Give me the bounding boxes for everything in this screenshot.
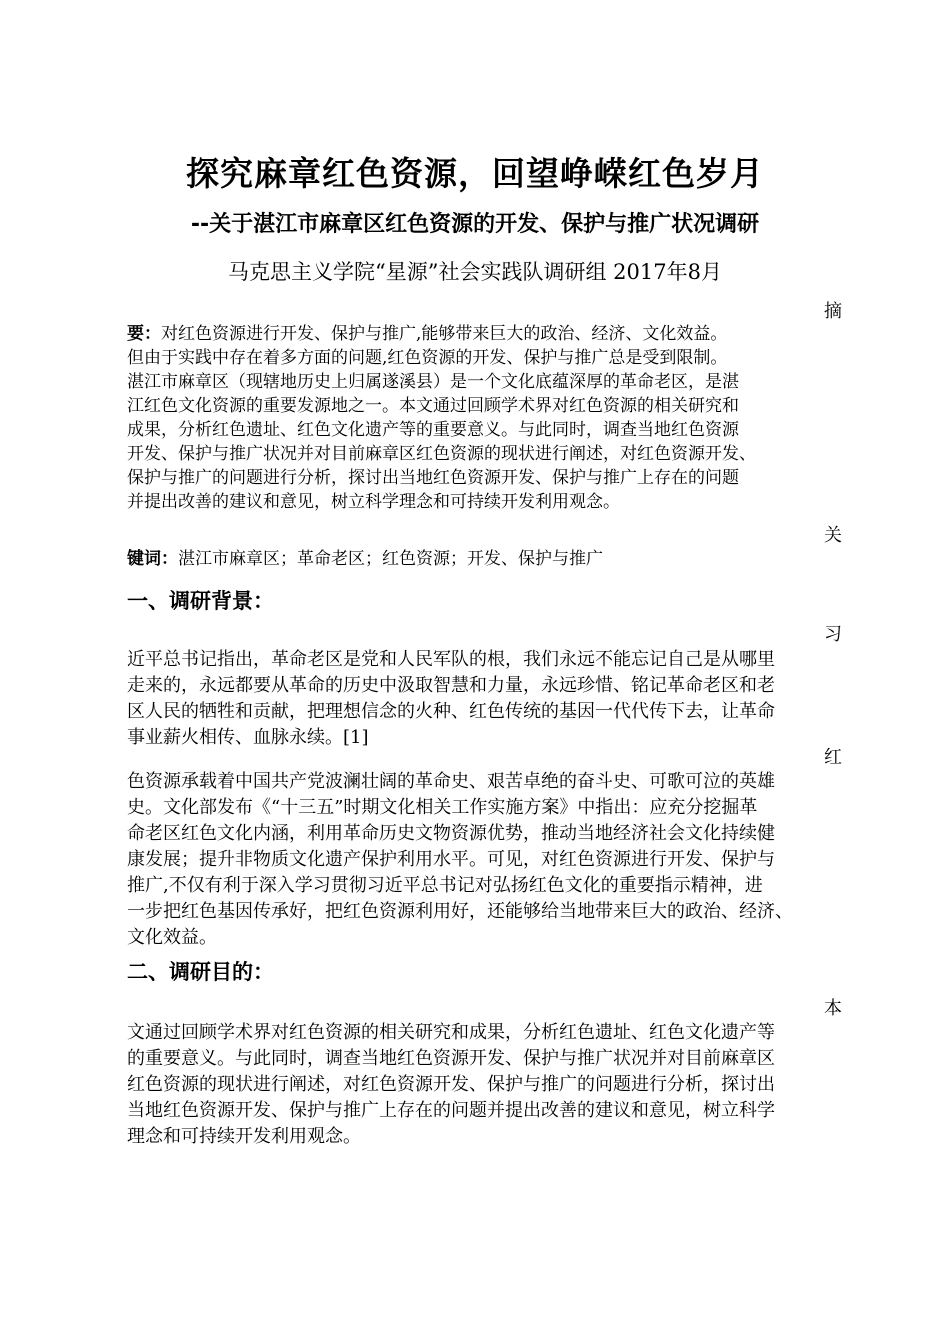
paragraph-line: 当地红色资源开发、保护与推广上存在的问题并提出改善的建议和意见，树立科学 [127, 1100, 775, 1121]
abstract-label: 要： [127, 324, 161, 344]
abstract-text: 对红色资源进行开发、保护与推广,能够带来巨大的政治、经济、文化效益。 [161, 324, 728, 344]
paragraph-line: 近平总书记指出，革命老区是党和人民军队的根，我们永远不能忘记自己是从哪里 [127, 649, 775, 670]
paragraph-line: 一步把红色基因传承好，把红色资源利用好，还能够给当地带来巨大的政治、经济、 [127, 901, 793, 922]
paragraph-line: 理念和可持续开发利用观念。 [127, 1126, 361, 1147]
paragraph-line: 命老区红色文化内涵，利用革命历史文物资源优势，推动当地经济社会文化持续健 [127, 823, 775, 844]
paragraph-marker: 习 [824, 624, 842, 645]
keywords-line [127, 547, 827, 571]
paragraph-line: 事业薪火相传、血脉永续。[1] [127, 727, 369, 748]
paragraph-line: 推广,不仅有利于深入学习贯彻习近平总书记对弘扬红色文化的重要指示精神，进 [127, 875, 763, 896]
background-paragraph-1 [127, 647, 827, 751]
abstract-line: 湛江市麻章区（现辖地历史上归属遂溪县）是一个文化底蕴深厚的革命老区，是湛 [127, 372, 739, 392]
document-title: 探究麻章红色资源，回望峥嵘红色岁月 [186, 154, 764, 193]
abstract-line: 并提出改善的建议和意见，树立科学理念和可持续开发利用观念。 [127, 492, 620, 512]
paragraph-marker: 红 [824, 747, 842, 768]
paragraph-line: 文化效益。 [127, 927, 217, 948]
paragraph-line: 走来的，永远都要从革命的历史中汲取智慧和力量，永远珍惜、铭记革命老区和老 [127, 675, 775, 696]
paragraph-line: 史。文化部发布《“十三五”时期文化相关工作实施方案》中指出：应充分挖掘革 [127, 797, 758, 818]
abstract-line [127, 322, 827, 346]
keywords-label: 键词： [127, 549, 178, 569]
section-heading-purpose: 二、调研目的： [127, 960, 274, 984]
abstract-paragraph [127, 322, 827, 514]
paragraph-line: 的重要意义。与此同时，调查当地红色资源开发、保护与推广状况并对目前麻章区 [127, 1048, 775, 1069]
keywords-text: 湛江市麻章区；革命老区；红色资源；开发、保护与推广 [178, 549, 603, 569]
paragraph-line: 区人民的牺牲和贡献，把理想信念的火种、红色传统的基因一代代传下去，让革命 [127, 701, 775, 722]
abstract-line: 保护与推广的问题进行分析，探讨出当地红色资源开发、保护与推广上存在的问题 [127, 468, 739, 488]
document-subtitle: --关于湛江市麻章区红色资源的开发、保护与推广状况调研 [190, 212, 760, 237]
keywords-marker: 关 [824, 525, 842, 546]
paragraph-line: 文通过回顾学术界对红色资源的相关研究和成果，分析红色遗址、红色文化遗产等 [127, 1022, 775, 1043]
paragraph-line: 康发展；提升非物质文化遗产保护利用水平。可见，对红色资源进行开发、保护与 [127, 849, 775, 870]
paragraph-marker: 本 [824, 998, 842, 1019]
abstract-line: 成果，分析红色遗址、红色文化遗产等的重要意义。与此同时，调查当地红色资源 [127, 420, 739, 440]
purpose-paragraph [127, 1020, 827, 1150]
abstract-line: 但由于实践中存在着多方面的问题,红色资源的开发、保护与推广总是受到限制。 [127, 348, 728, 368]
abstract-line: 开发、保护与推广状况并对目前麻章区红色资源的现状进行阐述，对红色资源开发、 [127, 444, 756, 464]
section-heading-background: 一、调研背景： [127, 589, 274, 613]
abstract-marker: 摘 [824, 301, 842, 322]
background-paragraph-2 [127, 769, 827, 951]
paragraph-line: 红色资源的现状进行阐述，对红色资源开发、保护与推广的问题进行分析，探讨出 [127, 1074, 775, 1095]
author-line: 马克思主义学院“星源”社会实践队调研组 2017年8月 [228, 260, 722, 284]
paragraph-line: 色资源承载着中国共产党波澜壮阔的革命史、艰苦卓绝的奋斗史、可歌可泣的英雄 [127, 771, 775, 792]
abstract-line: 江红色文化资源的重要发源地之一。本文通过回顾学术界对红色资源的相关研究和 [127, 396, 739, 416]
